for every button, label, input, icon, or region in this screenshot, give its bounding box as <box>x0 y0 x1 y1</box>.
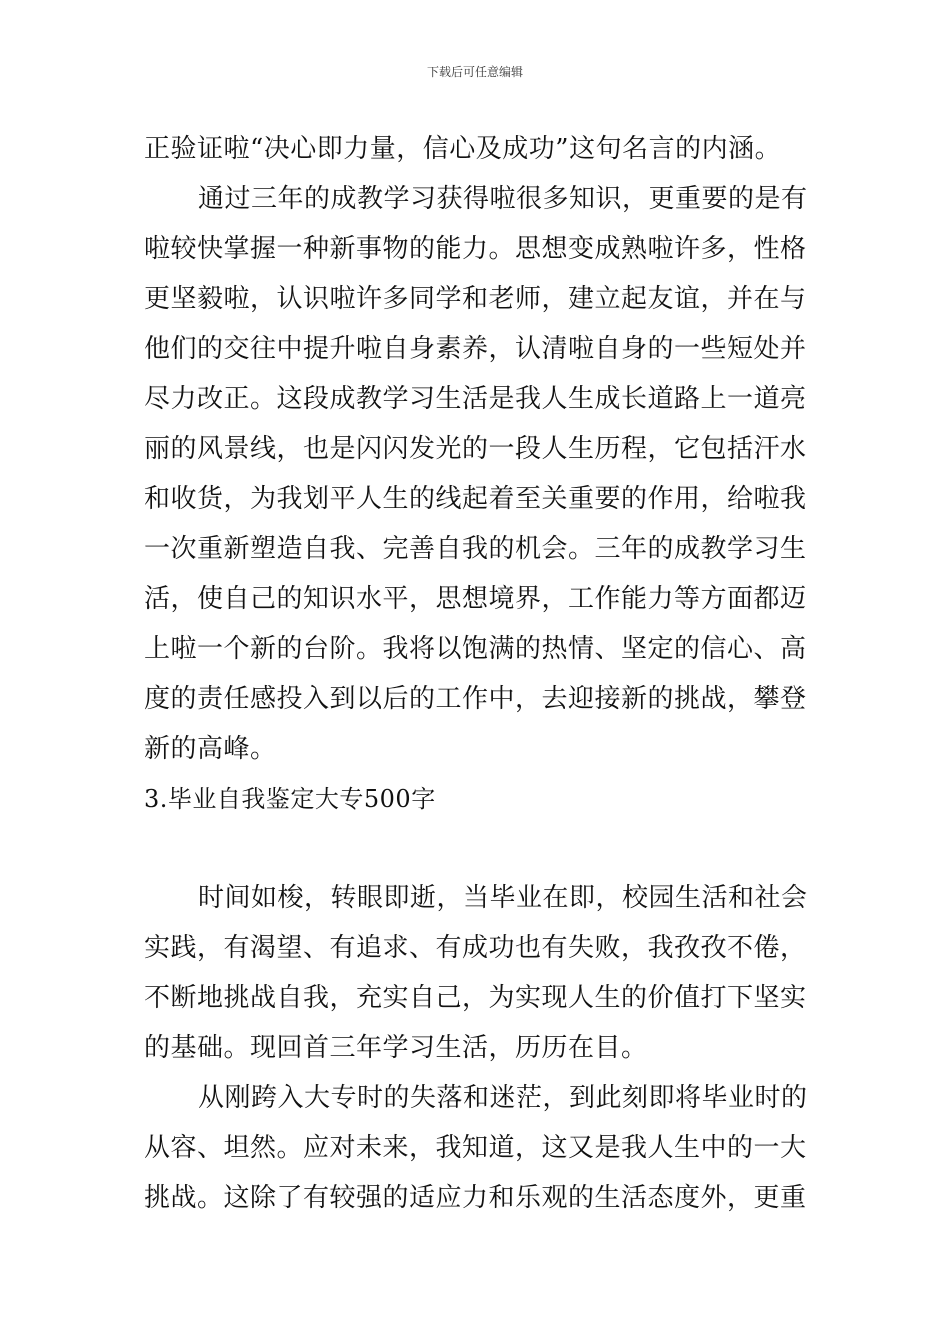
section-heading: 3.毕业自我鉴定大专500字 <box>144 785 436 813</box>
paragraph-line: 啦较快掌握一种新事物的能力。思想变成熟啦许多，性格 <box>144 234 807 264</box>
paragraph-line: 尽力改正。这段成教学习生活是我人生成长道路上一道亮 <box>144 384 807 414</box>
paragraph-line: 一次重新塑造自我、完善自我的机会。三年的成教学习生 <box>144 534 807 564</box>
paragraph-line: 实践，有渴望、有追求、有成功也有失败，我孜孜不倦， <box>144 933 807 963</box>
paragraph-line: 不断地挑战自我，充实自己，为实现人生的价值打下坚实 <box>144 983 807 1013</box>
paragraph-line: 更坚毅啦，认识啦许多同学和老师，建立起友谊，并在与 <box>144 284 807 314</box>
document-body <box>144 124 812 1223</box>
paragraph-line: 上啦一个新的台阶。我将以饱满的热情、坚定的信心、高 <box>144 634 807 664</box>
paragraph-line: 丽的风景线，也是闪闪发光的一段人生历程，它包括汗水 <box>144 434 807 464</box>
paragraph-line: 时间如梭，转眼即逝，当毕业在即，校园生活和社会 <box>198 883 808 913</box>
paragraph-line: 通过三年的成教学习获得啦很多知识，更重要的是有 <box>198 184 808 214</box>
paragraph-line: 活，使自己的知识水平，思想境界，工作能力等方面都迈 <box>144 584 807 614</box>
paragraph-line: 的基础。现回首三年学习生活，历历在目。 <box>144 1033 648 1063</box>
paragraph-line: 度的责任感投入到以后的工作中，去迎接新的挑战，攀登 <box>144 684 807 714</box>
paragraph-line: 他们的交往中提升啦自身素养，认清啦自身的一些短处并 <box>144 334 807 364</box>
page-header: 下载后可任意编辑 <box>426 65 523 79</box>
paragraph-line: 从刚跨入大专时的失落和迷茫，到此刻即将毕业时的 <box>198 1083 808 1113</box>
paragraph-line: 正验证啦“决心即力量，信心及成功”这句名言的内涵。 <box>144 134 782 164</box>
paragraph-line: 挑战。这除了有较强的适应力和乐观的生活态度外，更重 <box>144 1183 807 1213</box>
paragraph-line: 新的高峰。 <box>144 734 277 764</box>
paragraph-line: 从容、坦然。应对未来，我知道，这又是我人生中的一大 <box>144 1133 807 1163</box>
blank-line <box>144 824 812 873</box>
paragraph-line: 和收货，为我划平人生的线起着至关重要的作用，给啦我 <box>144 484 807 514</box>
